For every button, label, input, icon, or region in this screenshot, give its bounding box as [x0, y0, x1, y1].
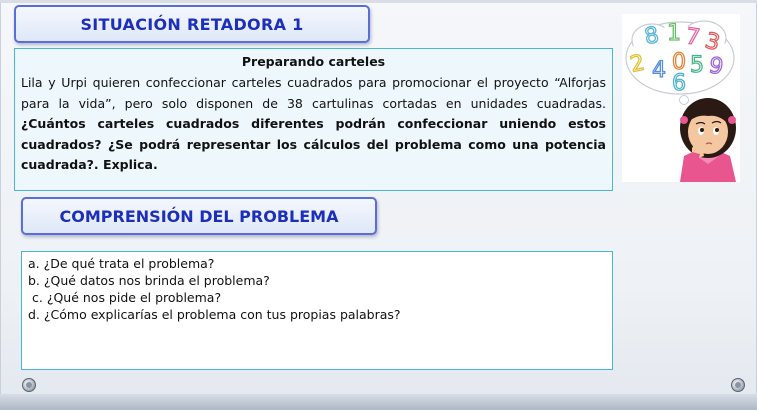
corner-rivet-icon	[22, 378, 36, 392]
question-item: d. ¿Cómo explicarías el problema con tus propias palabras?	[28, 307, 401, 322]
thinking-girl-illustration	[622, 14, 740, 182]
problem-text-normal: Lila y Urpi quieren confeccionar carteles cuadrados para promocionar el proyecto “Alforjas para la vida”, pero solo disponen de 38 cartulinas cortadas en unidades cuadradas.	[21, 75, 606, 111]
problem-heading: Preparando carteles	[241, 54, 386, 69]
number-glyph: 0	[672, 50, 686, 75]
problem-text	[21, 73, 606, 176]
number-glyph: 7	[684, 24, 702, 51]
thinking-girl-icon	[622, 14, 740, 182]
slide-title: SITUACIÓN RETADORA 1	[14, 5, 370, 43]
number-glyph: 6	[672, 71, 686, 96]
question-item: a. ¿De qué trata el problema?	[28, 256, 215, 271]
number-glyph: 2	[628, 50, 647, 78]
problem-box	[14, 48, 613, 191]
number-glyph: 5	[690, 53, 704, 78]
question-item: b. ¿Qué datos nos brinda el problema?	[28, 273, 270, 288]
number-glyph: 4	[652, 58, 666, 83]
number-glyph: 3	[702, 28, 723, 57]
slide-bottom-bar	[0, 394, 757, 410]
questions-box	[21, 251, 613, 370]
number-glyph: 1	[667, 21, 681, 46]
corner-rivet-icon	[731, 378, 745, 392]
question-item: c. ¿Qué nos pide el problema?	[32, 290, 222, 305]
number-glyph: 8	[642, 22, 661, 50]
slide-top-line	[0, 0, 757, 3]
section-heading: COMPRENSIÓN DEL PROBLEMA	[21, 197, 377, 235]
number-glyph: 9	[706, 53, 726, 81]
problem-text-bold: ¿Cuántos carteles cuadrados diferentes podrán confeccionar uniendo estos cuadrados? ¿Se podrá representar los cálculos del problema como una potencia cuadrada?. Explica.	[21, 116, 606, 172]
